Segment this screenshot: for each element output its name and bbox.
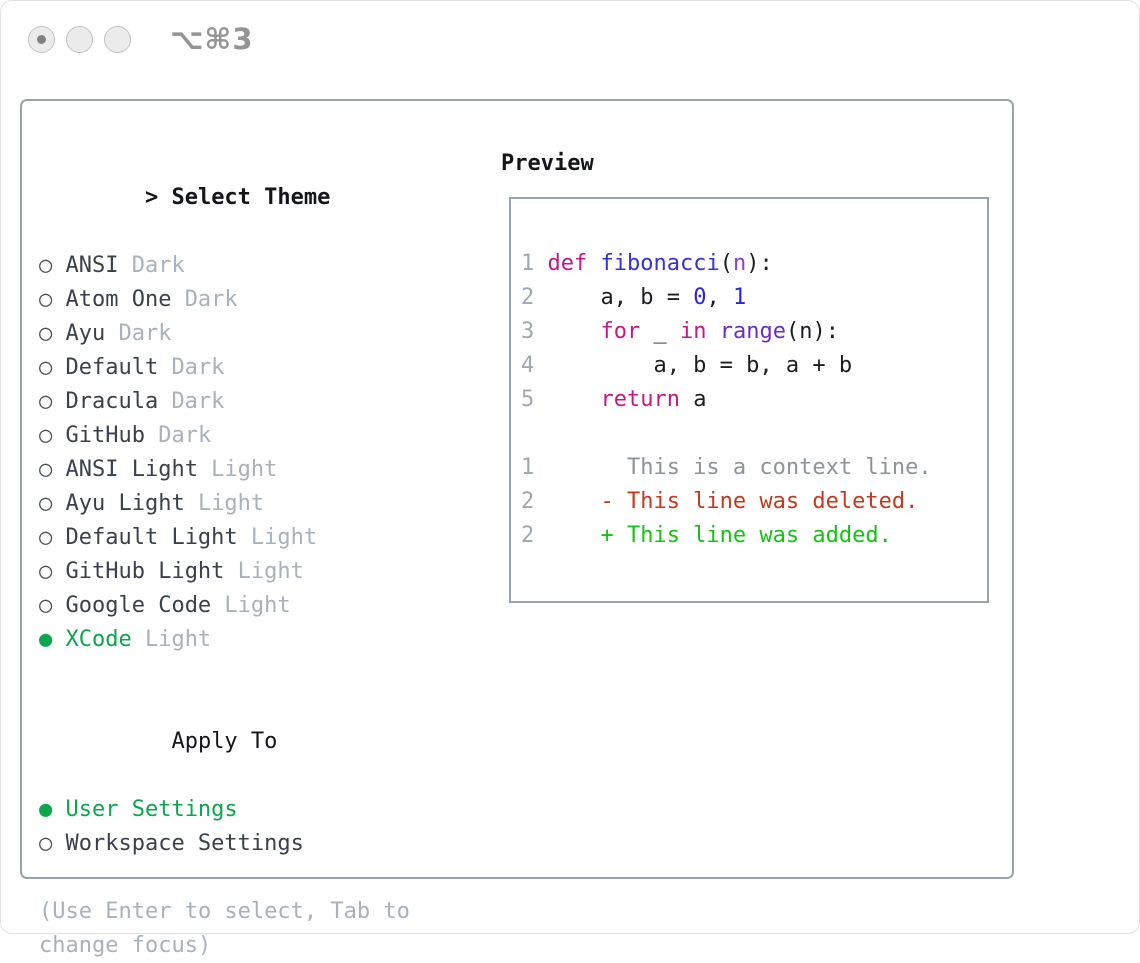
code-blank-line: [521, 417, 987, 451]
code-token: 1: [732, 285, 747, 310]
radio-icon: ○: [39, 287, 53, 312]
theme-option-xcode[interactable]: [39, 623, 484, 657]
code-token: _: [640, 319, 680, 344]
theme-option-default[interactable]: [39, 351, 484, 385]
apply-option-label: Workspace Settings: [65, 831, 304, 856]
help-line: change focus): [39, 933, 212, 958]
radio-icon: ○: [39, 423, 53, 448]
apply-option-workspace-settings[interactable]: [39, 827, 484, 861]
theme-option-github[interactable]: [39, 419, 484, 453]
code-line: [521, 247, 987, 281]
apply-to-title-label: Apply To: [171, 729, 278, 754]
line-number: 2: [521, 523, 535, 548]
radio-selected-icon: ●: [39, 797, 53, 822]
code-token: [587, 251, 600, 276]
theme-option-dracula[interactable]: [39, 385, 484, 419]
theme-option-label: Atom One: [65, 287, 172, 312]
code-token: This is a context line.: [547, 455, 932, 480]
code-token: + This line was added.: [547, 523, 892, 548]
code-token: [547, 319, 600, 344]
radio-icon: ○: [39, 253, 53, 278]
code-token: a: [679, 387, 707, 412]
theme-option-ayu-light[interactable]: [39, 487, 484, 521]
code-token: - This line was deleted.: [547, 489, 919, 514]
theme-option-label: GitHub: [65, 423, 145, 448]
titlebar: [1, 1, 1139, 77]
apply-to-title: [39, 691, 484, 793]
code-token: [547, 387, 600, 412]
theme-option-default-light[interactable]: [39, 521, 484, 555]
radio-icon: ○: [39, 355, 53, 380]
code-line: [521, 383, 987, 417]
line-number: 2: [521, 285, 535, 310]
theme-option-variant: Dark: [118, 321, 172, 346]
main-panel: [20, 99, 1014, 958]
preview-box: [509, 197, 989, 603]
theme-panel-title: Select Theme: [171, 185, 331, 210]
code-token: a, b =: [547, 285, 694, 310]
theme-option-google-code[interactable]: [39, 589, 484, 623]
radio-icon: ○: [39, 389, 53, 414]
code-token: 0: [693, 285, 707, 310]
theme-list: [39, 249, 484, 657]
radio-icon: ○: [39, 457, 53, 482]
code-line: [521, 485, 987, 519]
theme-option-variant: Light: [197, 491, 265, 516]
theme-panel: [22, 101, 484, 958]
theme-option-label: Default Light: [65, 525, 238, 550]
window-shortcut-label: ⌥⌘3: [170, 22, 254, 56]
code-token: range: [719, 319, 786, 344]
code-line: [521, 315, 987, 349]
line-number: 4: [521, 353, 535, 378]
theme-option-label: Dracula: [65, 389, 159, 414]
theme-option-variant: Dark: [171, 355, 225, 380]
theme-option-label: Default: [65, 355, 159, 380]
radio-icon: ○: [39, 321, 53, 346]
theme-option-label: Ayu Light: [65, 491, 185, 516]
code-line: [521, 349, 987, 383]
code-token: n: [732, 251, 747, 276]
apply-to-list: [39, 793, 484, 861]
preview-panel: [484, 101, 1012, 877]
prompt-icon: >: [144, 185, 159, 210]
theme-option-atom-one[interactable]: [39, 283, 484, 317]
theme-option-github-light[interactable]: [39, 555, 484, 589]
code-token: (: [719, 251, 733, 276]
theme-option-variant: Dark: [158, 423, 212, 448]
line-number: 2: [521, 489, 535, 514]
radio-icon: ○: [39, 593, 53, 618]
theme-option-variant: Dark: [131, 253, 185, 278]
help-line: (Use Enter to select, Tab to: [39, 899, 410, 924]
theme-option-label: GitHub Light: [65, 559, 225, 584]
theme-option-variant: Light: [250, 525, 318, 550]
line-number: 1: [521, 455, 535, 480]
traffic-light-zoom-button[interactable]: [104, 26, 131, 53]
radio-icon: ○: [39, 491, 53, 516]
theme-option-label: Google Code: [65, 593, 212, 618]
help-text: [39, 895, 484, 963]
code-token: [706, 319, 719, 344]
line-number: 3: [521, 319, 535, 344]
theme-option-variant: Light: [237, 559, 304, 584]
radio-selected-icon: ●: [39, 627, 53, 652]
apply-option-label: User Settings: [65, 797, 238, 822]
traffic-light-close-button[interactable]: [28, 26, 55, 53]
apply-option-user-settings[interactable]: [39, 793, 484, 827]
traffic-light-minimize-button[interactable]: [66, 26, 93, 53]
theme-option-label: ANSI: [65, 253, 119, 278]
line-number: 5: [521, 387, 535, 412]
code-token: a, b = b, a + b: [547, 353, 853, 378]
theme-option-label: ANSI Light: [65, 457, 198, 482]
preview-title: Preview: [501, 151, 594, 176]
theme-option-ayu[interactable]: [39, 317, 484, 351]
code-token: for: [600, 319, 641, 344]
radio-icon: ○: [39, 559, 53, 584]
theme-option-variant: Light: [224, 593, 291, 618]
radio-icon: ○: [39, 831, 53, 856]
code-line: [521, 451, 987, 485]
theme-option-variant: Light: [211, 457, 278, 482]
theme-panel-header: [39, 147, 484, 249]
code-token: return: [600, 387, 680, 412]
code-token: ):: [746, 251, 773, 276]
code-token: fibonacci: [600, 251, 720, 276]
theme-option-ansi-light[interactable]: [39, 453, 484, 487]
code-token: ,: [706, 285, 733, 310]
code-token: def: [547, 251, 588, 276]
code-token: (n):: [785, 319, 839, 344]
theme-option-label: Ayu: [65, 321, 106, 346]
line-number: 1: [521, 251, 535, 276]
code-line: [521, 281, 987, 315]
theme-option-variant: Light: [144, 627, 212, 652]
theme-option-variant: Dark: [171, 389, 225, 414]
theme-option-ansi[interactable]: [39, 249, 484, 283]
code-token: in: [679, 319, 707, 344]
radio-icon: ○: [39, 525, 53, 550]
code-line: [521, 519, 987, 553]
theme-option-label: XCode: [65, 627, 132, 652]
theme-option-variant: Dark: [184, 287, 238, 312]
